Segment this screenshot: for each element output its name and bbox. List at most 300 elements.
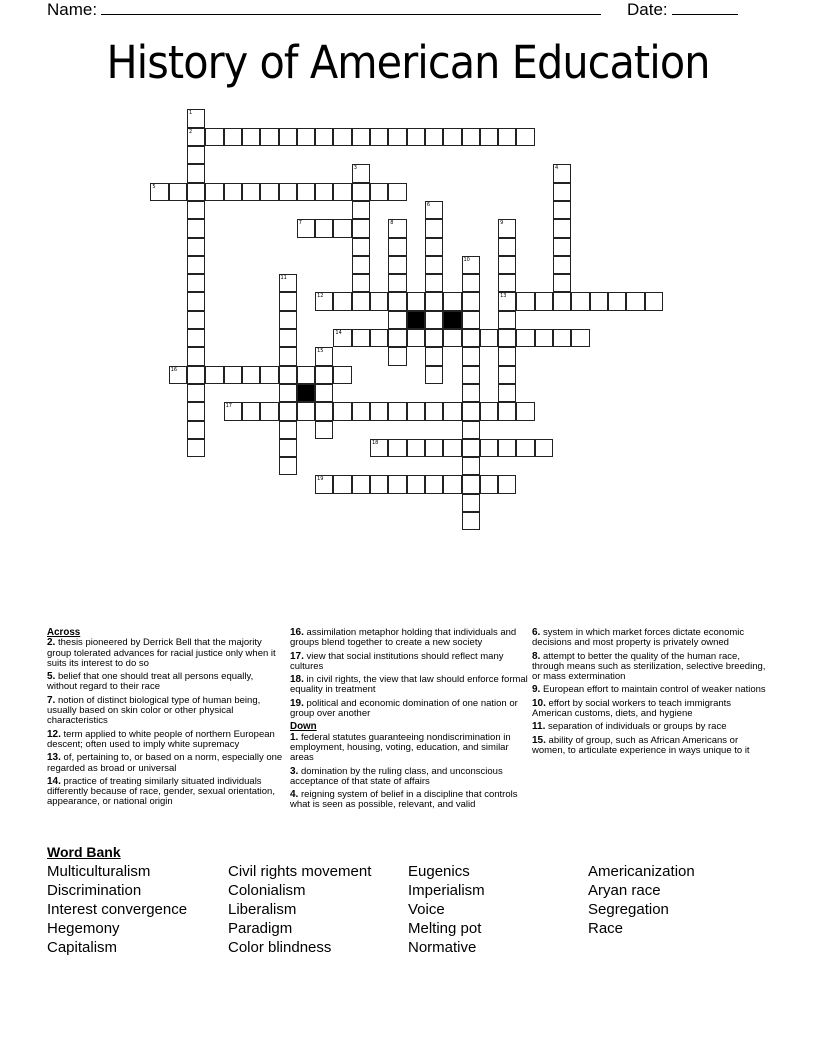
grid-cell[interactable] <box>407 329 425 347</box>
grid-cell[interactable] <box>516 292 534 310</box>
clue-down-6 <box>532 628 770 649</box>
date-label: Date: <box>627 0 668 19</box>
word-bank-column-1 <box>47 862 187 957</box>
grid-cell[interactable] <box>315 219 333 237</box>
grid-cell[interactable] <box>187 366 205 384</box>
clue-across-13 <box>47 753 285 774</box>
clue-number: 15. <box>532 734 546 746</box>
grid-cell[interactable] <box>553 183 571 201</box>
grid-cell[interactable] <box>297 366 315 384</box>
grid-cell[interactable] <box>333 292 351 310</box>
clue-text: thesis pioneered by Derrick Bell that the majority group tolerated advances for racial justice only when it suits its interest to do so <box>47 637 276 669</box>
clue-text: effort by social workers to teach immigrants American customs, diets, and hygiene <box>532 697 732 720</box>
grid-cell[interactable] <box>315 421 333 439</box>
grid-cell[interactable] <box>388 311 406 329</box>
word-bank-item: Voice <box>408 901 445 918</box>
grid-cell[interactable] <box>297 402 315 420</box>
grid-cell[interactable] <box>279 311 297 329</box>
grid-cell[interactable] <box>443 439 461 457</box>
grid-cell[interactable] <box>553 329 571 347</box>
grid-cell[interactable] <box>516 329 534 347</box>
clue-across-17 <box>290 652 528 673</box>
grid-cell[interactable] <box>407 439 425 457</box>
grid-cell[interactable] <box>279 128 297 146</box>
grid-cell[interactable] <box>242 402 260 420</box>
grid-cell[interactable] <box>498 384 516 402</box>
clue-across-18 <box>290 675 528 696</box>
grid-cell[interactable] <box>260 183 278 201</box>
grid-cell[interactable] <box>333 475 351 493</box>
clue-text: term applied to white people of northern European descent; often used to imply white supremacy <box>47 728 275 750</box>
word-bank-item: Liberalism <box>228 901 297 918</box>
grid-cell[interactable] <box>388 402 406 420</box>
grid-cell[interactable] <box>187 109 205 127</box>
cell-number: 6 <box>426 201 431 208</box>
clue-down-4 <box>290 790 528 811</box>
grid-cell[interactable] <box>498 238 516 256</box>
word-bank-item: Color blindness <box>228 939 332 956</box>
grid-cell[interactable] <box>388 329 406 347</box>
grid-cell[interactable] <box>590 292 608 310</box>
grid-cell[interactable] <box>425 238 443 256</box>
word-bank-item: Eugenics <box>408 863 470 880</box>
name-field[interactable] <box>47 0 601 20</box>
grid-cell[interactable] <box>462 512 480 530</box>
clue-number: 13. <box>47 752 61 764</box>
grid-cell[interactable] <box>462 384 480 402</box>
clue-number: 9. <box>532 684 541 696</box>
grid-cell[interactable] <box>425 274 443 292</box>
clue-text: federal statutes guaranteeing nondiscrimination in employment, housing, voting, education, and similar areas <box>290 731 511 764</box>
clue-text: of, pertaining to, or based on a norm, especially one regarded as broad or universal <box>47 752 283 774</box>
date-line[interactable] <box>672 0 738 15</box>
grid-cell[interactable] <box>279 457 297 475</box>
grid-cell[interactable] <box>187 439 205 457</box>
grid-cell[interactable] <box>315 347 333 365</box>
clue-text: assimilation metaphor holding that individuals and groups blend together to create a new society <box>290 627 517 649</box>
grid-cell[interactable] <box>315 292 333 310</box>
clue-number: 10. <box>532 697 546 709</box>
cell-number: 18 <box>372 439 379 446</box>
grid-cell[interactable] <box>169 366 187 384</box>
grid-cell[interactable] <box>187 274 205 292</box>
grid-cell[interactable] <box>370 128 388 146</box>
grid-cell[interactable] <box>425 439 443 457</box>
grid-cell[interactable] <box>352 274 370 292</box>
black-square <box>443 311 461 329</box>
grid-cell[interactable] <box>480 329 498 347</box>
word-bank-title: Word Bank <box>47 844 121 860</box>
grid-cell[interactable] <box>279 439 297 457</box>
grid-cell[interactable] <box>388 347 406 365</box>
grid-cell[interactable] <box>425 292 443 310</box>
grid-cell[interactable] <box>187 256 205 274</box>
word-bank-item: Civil rights movement <box>228 863 372 880</box>
clue-text: political and economic domination of one nation or group over another <box>290 697 518 720</box>
clue-number: 17. <box>290 650 304 662</box>
cell-number: 19 <box>317 476 324 483</box>
grid-cell[interactable] <box>498 274 516 292</box>
grid-cell[interactable] <box>333 128 351 146</box>
grid-cell[interactable] <box>425 329 443 347</box>
grid-cell[interactable] <box>462 311 480 329</box>
grid-cell[interactable] <box>462 128 480 146</box>
grid-cell[interactable] <box>498 475 516 493</box>
grid-cell[interactable] <box>425 311 443 329</box>
grid-cell[interactable] <box>407 292 425 310</box>
grid-cell[interactable] <box>187 128 205 146</box>
grid-cell[interactable] <box>425 402 443 420</box>
grid-cell[interactable] <box>279 183 297 201</box>
cell-number: 9 <box>500 220 504 227</box>
grid-cell[interactable] <box>279 402 297 420</box>
clue-across-5 <box>47 672 285 693</box>
grid-cell[interactable] <box>187 292 205 310</box>
grid-cell[interactable] <box>608 292 626 310</box>
grid-cell[interactable] <box>498 366 516 384</box>
grid-cell[interactable] <box>150 183 168 201</box>
grid-cell[interactable] <box>333 402 351 420</box>
grid-cell[interactable] <box>498 402 516 420</box>
grid-cell[interactable] <box>333 183 351 201</box>
grid-cell[interactable] <box>480 402 498 420</box>
grid-cell[interactable] <box>498 329 516 347</box>
grid-cell[interactable] <box>498 256 516 274</box>
grid-cell[interactable] <box>388 475 406 493</box>
word-bank-column-3 <box>408 862 485 957</box>
cell-number: 1 <box>189 110 193 117</box>
clue-text: notion of distinct biological type of human being, usually based on skin color or other physical characteristics <box>47 694 261 727</box>
grid-cell[interactable] <box>352 475 370 493</box>
clue-number: 11. <box>532 721 546 733</box>
name-label: Name: <box>47 0 98 19</box>
grid-cell[interactable] <box>425 475 443 493</box>
grid-cell[interactable] <box>352 164 370 182</box>
grid-cell[interactable] <box>205 366 223 384</box>
clue-number: 19. <box>290 697 304 709</box>
grid-cell[interactable] <box>187 384 205 402</box>
grid-cell[interactable] <box>443 475 461 493</box>
grid-cell[interactable] <box>443 402 461 420</box>
clue-number: 14. <box>47 775 61 787</box>
grid-cell[interactable] <box>370 402 388 420</box>
grid-cell[interactable] <box>425 128 443 146</box>
name-line[interactable] <box>101 0 601 15</box>
cell-number: 13 <box>500 293 507 300</box>
grid-cell[interactable] <box>315 384 333 402</box>
grid-cell[interactable] <box>388 292 406 310</box>
word-bank-item: Hegemony <box>47 920 120 937</box>
clue-across-16 <box>290 628 528 649</box>
grid-cell[interactable] <box>352 292 370 310</box>
grid-cell[interactable] <box>462 475 480 493</box>
grid-cell[interactable] <box>315 475 333 493</box>
grid-cell[interactable] <box>388 128 406 146</box>
clues-column-2 <box>290 628 528 814</box>
grid-cell[interactable] <box>553 256 571 274</box>
grid-cell[interactable] <box>425 201 443 219</box>
grid-cell[interactable] <box>205 128 223 146</box>
grid-cell[interactable] <box>553 201 571 219</box>
grid-cell[interactable] <box>370 439 388 457</box>
word-bank-item: Interest convergence <box>47 901 188 918</box>
grid-cell[interactable] <box>425 347 443 365</box>
grid-cell[interactable] <box>260 366 278 384</box>
cell-number: 14 <box>335 330 342 336</box>
grid-cell[interactable] <box>516 402 534 420</box>
grid-cell[interactable] <box>279 274 297 292</box>
clue-text: separation of individuals or groups by race <box>548 721 727 733</box>
grid-cell[interactable] <box>352 128 370 146</box>
grid-cell[interactable] <box>535 329 553 347</box>
grid-cell[interactable] <box>279 329 297 347</box>
cell-number: 5 <box>152 183 156 190</box>
date-field[interactable] <box>627 0 738 20</box>
grid-cell[interactable] <box>187 238 205 256</box>
grid-cell[interactable] <box>443 128 461 146</box>
grid-cell[interactable] <box>425 256 443 274</box>
grid-cell[interactable] <box>352 201 370 219</box>
grid-cell[interactable] <box>242 183 260 201</box>
grid-cell[interactable] <box>388 219 406 237</box>
clues-column-1 <box>47 628 285 811</box>
grid-cell[interactable] <box>242 128 260 146</box>
clue-text: belief that one should treat all persons equally, without regard to their race <box>47 671 254 693</box>
grid-cell[interactable] <box>553 164 571 182</box>
grid-cell[interactable] <box>242 366 260 384</box>
cell-number: 15 <box>317 348 324 355</box>
grid-cell[interactable] <box>462 402 480 420</box>
clue-across-7 <box>47 696 285 727</box>
clue-across-19 <box>290 699 528 720</box>
grid-cell[interactable] <box>279 292 297 310</box>
grid-cell[interactable] <box>352 256 370 274</box>
black-square <box>297 384 315 402</box>
word-bank-item: Imperialism <box>408 882 485 899</box>
grid-cell[interactable] <box>224 183 242 201</box>
cell-number: 12 <box>317 293 324 300</box>
grid-cell[interactable] <box>553 219 571 237</box>
grid-cell[interactable] <box>498 219 516 237</box>
grid-cell[interactable] <box>315 128 333 146</box>
grid-cell[interactable] <box>187 329 205 347</box>
grid-cell[interactable] <box>462 292 480 310</box>
grid-cell[interactable] <box>425 366 443 384</box>
grid-cell[interactable] <box>443 329 461 347</box>
grid-cell[interactable] <box>498 347 516 365</box>
clue-number: 16. <box>290 627 304 638</box>
grid-cell[interactable] <box>187 183 205 201</box>
clue-number: 1. <box>290 731 299 743</box>
word-bank-item: Multiculturalism <box>47 863 151 880</box>
grid-cell[interactable] <box>187 347 205 365</box>
grid-cell[interactable] <box>279 421 297 439</box>
grid-cell[interactable] <box>535 439 553 457</box>
grid-cell[interactable] <box>462 421 480 439</box>
grid-cell[interactable] <box>498 311 516 329</box>
grid-cell[interactable] <box>315 402 333 420</box>
down-heading: Down <box>290 721 317 733</box>
grid-cell[interactable] <box>553 292 571 310</box>
grid-cell[interactable] <box>626 292 644 310</box>
clue-number: 18. <box>290 674 304 686</box>
grid-cell[interactable] <box>535 292 553 310</box>
grid-cell[interactable] <box>480 439 498 457</box>
clue-across-14 <box>47 777 285 808</box>
word-bank-column-2 <box>228 862 371 957</box>
grid-cell[interactable] <box>224 366 242 384</box>
grid-cell[interactable] <box>645 292 663 310</box>
clue-number: 4. <box>290 789 299 801</box>
grid-cell[interactable] <box>462 439 480 457</box>
grid-cell[interactable] <box>352 238 370 256</box>
cell-number: 4 <box>555 165 559 172</box>
grid-cell[interactable] <box>297 219 315 237</box>
clue-text: reigning system of belief in a discipline that controls what is seen as possible, relevant, and valid <box>290 789 518 811</box>
grid-cell[interactable] <box>352 329 370 347</box>
grid-cell[interactable] <box>279 384 297 402</box>
grid-cell[interactable] <box>462 347 480 365</box>
grid-cell[interactable] <box>279 366 297 384</box>
grid-cell[interactable] <box>352 402 370 420</box>
grid-cell[interactable] <box>187 146 205 164</box>
grid-cell[interactable] <box>260 402 278 420</box>
word-bank-item: Discrimination <box>47 882 142 899</box>
grid-cell[interactable] <box>224 128 242 146</box>
grid-cell[interactable] <box>388 238 406 256</box>
grid-cell[interactable] <box>425 219 443 237</box>
grid-cell[interactable] <box>297 128 315 146</box>
grid-cell[interactable] <box>388 256 406 274</box>
clue-down-9 <box>532 685 770 695</box>
grid-cell[interactable] <box>370 475 388 493</box>
clue-down-15 <box>532 736 770 757</box>
grid-cell[interactable] <box>352 219 370 237</box>
cell-number: 8 <box>390 220 394 227</box>
grid-cell[interactable] <box>462 329 480 347</box>
grid-cell[interactable] <box>462 274 480 292</box>
grid-cell[interactable] <box>388 183 406 201</box>
grid-cell[interactable] <box>187 164 205 182</box>
clue-down-10 <box>532 699 770 720</box>
grid-cell[interactable] <box>205 183 223 201</box>
clue-text: system in which market forces dictate economic decisions and most property is privately owned <box>532 627 745 649</box>
word-bank-item: Americanization <box>588 863 695 880</box>
word-bank-item: Race <box>588 920 624 937</box>
word-bank-column-4 <box>588 862 695 938</box>
grid-cell[interactable] <box>352 183 370 201</box>
grid-cell[interactable] <box>407 475 425 493</box>
grid-cell[interactable] <box>480 475 498 493</box>
grid-cell[interactable] <box>407 128 425 146</box>
grid-cell[interactable] <box>571 329 589 347</box>
word-bank-item: Aryan race <box>588 882 661 899</box>
grid-cell[interactable] <box>315 183 333 201</box>
grid-cell[interactable] <box>516 128 534 146</box>
grid-cell[interactable] <box>169 183 187 201</box>
clue-number: 12. <box>47 728 61 740</box>
grid-cell[interactable] <box>498 128 516 146</box>
grid-cell[interactable] <box>187 402 205 420</box>
cell-number: 17 <box>225 403 232 410</box>
clue-number: 2. <box>47 637 56 649</box>
grid-cell[interactable] <box>388 274 406 292</box>
clue-text: view that social institutions should reflect many cultures <box>290 650 504 672</box>
page-title: History of American Education <box>106 36 710 89</box>
clues-column-3 <box>532 628 770 759</box>
word-bank-item: Colonialism <box>228 882 306 899</box>
grid-cell[interactable] <box>224 402 242 420</box>
grid-cell[interactable] <box>370 183 388 201</box>
grid-cell[interactable] <box>388 439 406 457</box>
grid-cell[interactable] <box>462 457 480 475</box>
grid-cell[interactable] <box>462 256 480 274</box>
cell-number: 2 <box>189 128 193 135</box>
grid-cell[interactable] <box>443 292 461 310</box>
clue-number: 5. <box>47 671 56 683</box>
grid-cell[interactable] <box>260 128 278 146</box>
grid-cell[interactable] <box>370 292 388 310</box>
clue-down-11 <box>532 722 770 732</box>
clue-down-1 <box>290 733 528 764</box>
grid-cell[interactable] <box>462 366 480 384</box>
grid-cell[interactable] <box>407 402 425 420</box>
clue-down-8 <box>532 652 770 683</box>
grid-cell[interactable] <box>279 347 297 365</box>
grid-cell[interactable] <box>462 494 480 512</box>
grid-cell[interactable] <box>498 439 516 457</box>
grid-cell[interactable] <box>333 219 351 237</box>
grid-cell[interactable] <box>498 292 516 310</box>
grid-cell[interactable] <box>480 128 498 146</box>
clue-number: 7. <box>47 694 56 706</box>
grid-cell[interactable] <box>516 439 534 457</box>
cell-number: 11 <box>280 275 287 282</box>
grid-cell[interactable] <box>187 311 205 329</box>
grid-cell[interactable] <box>187 421 205 439</box>
grid-cell[interactable] <box>553 274 571 292</box>
cell-number: 16 <box>170 366 178 373</box>
clue-text: attempt to better the quality of the human race, through means such as sterilization, selective breeding, or mass extermination <box>532 650 766 683</box>
grid-cell[interactable] <box>370 329 388 347</box>
clue-text: European effort to maintain control of weaker nations <box>542 684 766 696</box>
clue-down-3 <box>290 767 528 788</box>
grid-cell[interactable] <box>187 201 205 219</box>
grid-cell[interactable] <box>333 366 351 384</box>
black-square <box>407 311 425 329</box>
grid-cell[interactable] <box>297 183 315 201</box>
clue-text: domination by the ruling class, and unconscious acceptance of that state of affairs <box>290 765 503 787</box>
across-heading: Across <box>47 627 81 638</box>
clue-number: 6. <box>532 627 541 638</box>
clue-number: 3. <box>290 765 299 777</box>
clue-text: ability of group, such as African Americans or women, to articulate experience in ways unique to it <box>532 734 750 756</box>
clue-text: practice of treating similarly situated individuals differently because of race, gender, sexual orientation, appearance, or national origin <box>47 775 275 808</box>
grid-cell[interactable] <box>315 366 333 384</box>
word-bank-item: Paradigm <box>228 920 293 937</box>
clue-number: 8. <box>532 650 541 662</box>
grid-cell[interactable] <box>333 329 351 347</box>
grid-cell[interactable] <box>187 219 205 237</box>
word-bank-item: Segregation <box>588 901 669 918</box>
word-bank-item: Capitalism <box>47 939 118 956</box>
clue-across-2 <box>47 638 285 669</box>
grid-cell[interactable] <box>571 292 589 310</box>
clue-text: in civil rights, the view that law should enforce formal equality in treatment <box>290 674 528 696</box>
word-bank-item: Melting pot <box>408 920 482 937</box>
grid-cell[interactable] <box>553 238 571 256</box>
word-bank-item: Normative <box>408 939 477 956</box>
